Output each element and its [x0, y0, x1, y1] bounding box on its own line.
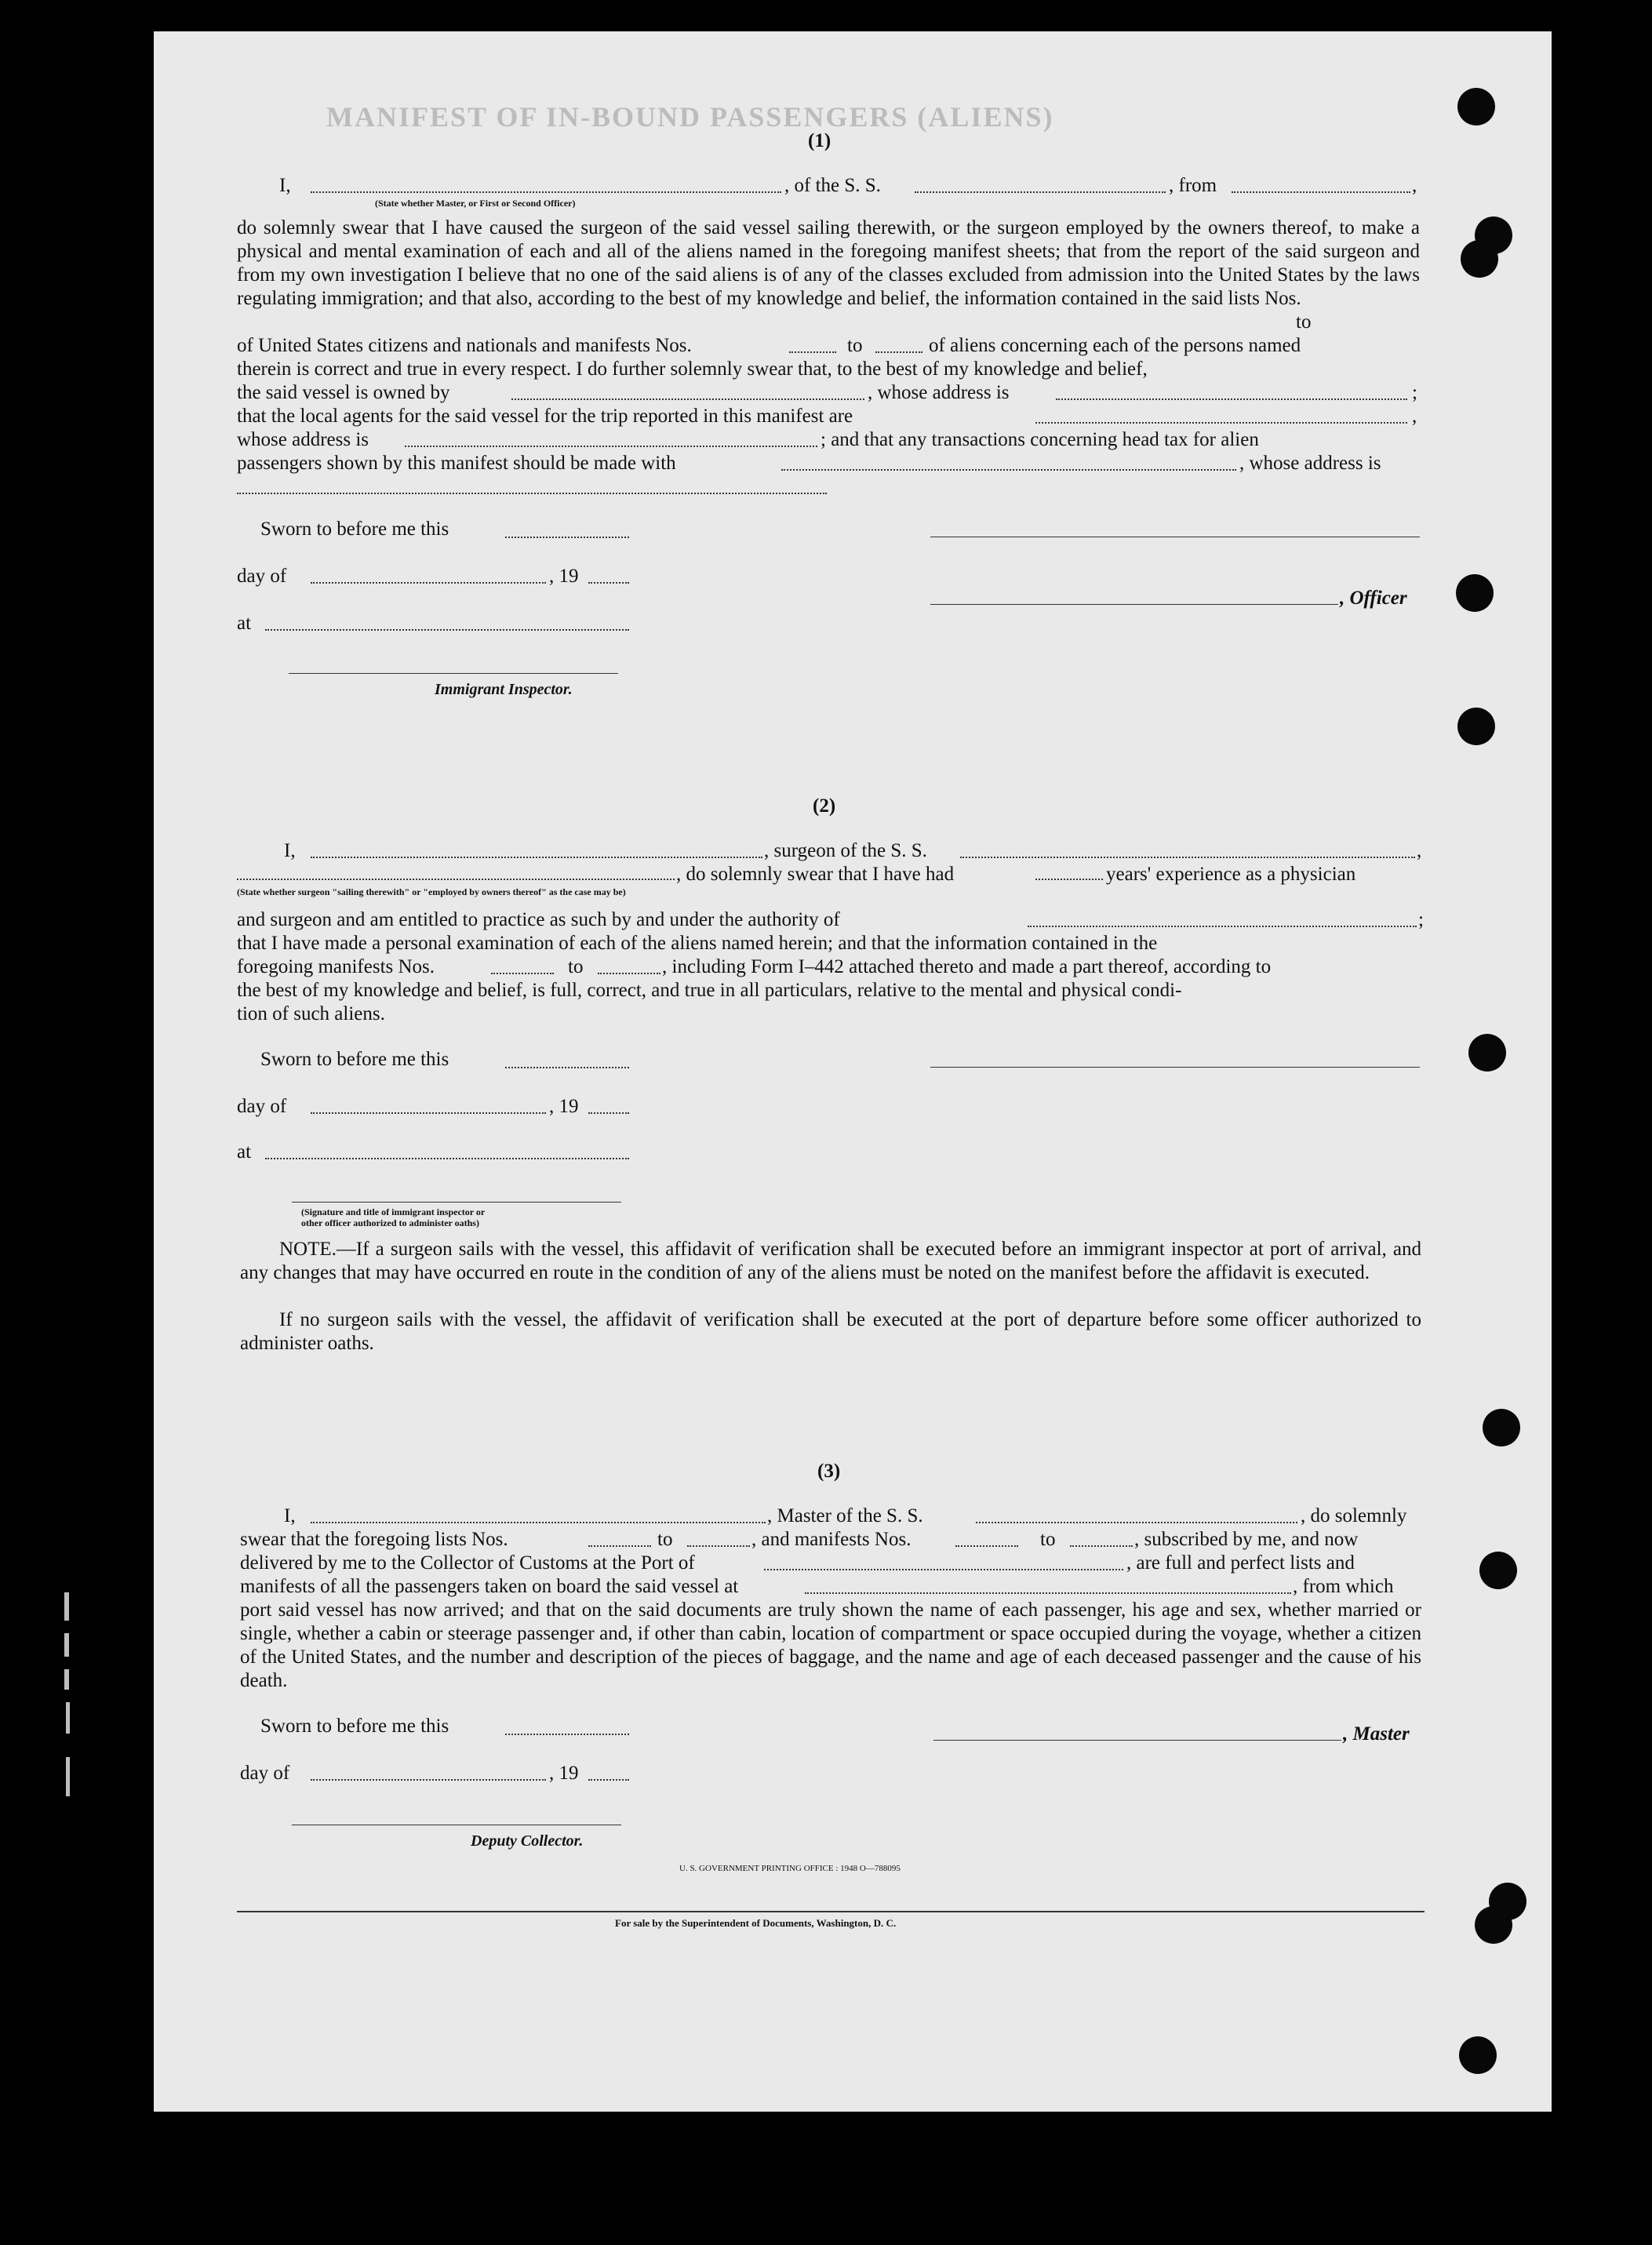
binder-hole — [1483, 1409, 1520, 1446]
s3-master: , Master — [1343, 1723, 1410, 1745]
s2-years-experience: years' experience as a physician — [1106, 864, 1356, 885]
s3-to2: to — [1040, 1529, 1056, 1550]
s3-day-of: day of — [240, 1763, 290, 1784]
for-sale-notice: For sale by the Superintendent of Documents, Washington, D. C. — [615, 1917, 897, 1929]
s1-caption: (State whether Master, or First or Second Officer) — [375, 198, 576, 209]
s1-passengers-label: passengers shown by this manifest should be made with — [237, 453, 676, 474]
binder-hole — [1461, 240, 1498, 278]
s3-year: , 19 — [549, 1763, 579, 1784]
s2-comma: , — [1417, 840, 1422, 861]
s1-line1: I, — [279, 175, 291, 196]
s1-from-label: , from — [1169, 175, 1217, 196]
s3-manifests-nos: , and manifests Nos. — [751, 1529, 912, 1550]
s3-delivered: delivered by me to the Collector of Customs at the Port of — [240, 1552, 695, 1574]
s1-at: at — [237, 613, 252, 634]
bleed-through-header: MANIFEST OF IN-BOUND PASSENGERS (ALIENS) — [326, 101, 1054, 133]
s1-agents-label: that the local agents for the said vessel for the trip reported in this manifest are — [237, 406, 853, 427]
s3-deputy-collector: Deputy Collector. — [471, 1832, 584, 1850]
s3-full-perfect: , are full and perfect lists and — [1126, 1552, 1355, 1574]
s2-caption: (State whether surgeon "sailing therewith" or "employed by owners thereof" as the case may be) — [237, 886, 626, 897]
s2-best-knowledge: the best of my knowledge and belief, is full, correct, and true in all particulars, relative to the mental and physical condi- — [237, 980, 1182, 1001]
s1-head-tax: ; and that any transactions concerning head tax for alien — [821, 429, 1259, 450]
s3-swear-lists: swear that the foregoing lists Nos. — [240, 1529, 508, 1550]
section-2-number: (2) — [813, 795, 836, 817]
scan-edge-mark — [64, 1633, 69, 1657]
section-1-number: (1) — [808, 130, 831, 151]
form-page — [154, 31, 1552, 2112]
s1-comma: , — [1412, 406, 1417, 427]
s2-surgeon-of: , surgeon of the S. S. — [764, 840, 927, 861]
s2-day-of: day of — [237, 1096, 287, 1117]
s3-subscribed: , subscribed by me, and now — [1134, 1529, 1359, 1550]
s1-end-comma: , — [1412, 175, 1417, 196]
s3-do-solemnly: , do solemnly — [1301, 1505, 1407, 1526]
s1-agent-address-label: whose address is — [237, 429, 369, 450]
printing-office: U. S. GOVERNMENT PRINTING OFFICE : 1948 O—788095 — [679, 1864, 901, 1873]
binder-hole — [1457, 88, 1495, 126]
binder-hole — [1479, 1552, 1517, 1589]
binder-hole — [1475, 1906, 1512, 1944]
s1-to1: to — [1296, 311, 1312, 333]
s1-day-of: day of — [237, 566, 287, 587]
s1-to2: to — [847, 335, 863, 356]
scan-edge-mark — [64, 1669, 69, 1690]
s1-address-is: , whose address is — [1239, 453, 1381, 474]
s2-sworn: Sworn to before me this — [260, 1049, 449, 1070]
s1-body: do solemnly swear that I have caused the surgeon of the said vessel sailing therewith, or the surgeon employed by the owners thereof, to make a physical and mental examination of each and all of the aliens named in the foregoing manifest sheets; that from the report of the said surgeon and from my own investigation I believe that no one of the said aliens is of any of the classes excluded from admission into the United States by the laws regulating immigration; and that also, according to the best of my knowledge and belief, the information contained in the said lists Nos. — [237, 217, 1420, 309]
s3-body: port said vessel has now arrived; and that on the said documents are truly shown the name of each passenger, his age and sex, whether married or single, whether a cabin or steerage passenger and, if other than cabin, location of compartment or space occupied during the voyage, whether a citizen of the United States, and the number and description of the pieces of baggage, and the name and age of each deceased passenger and the cause of his death. — [240, 1599, 1421, 1691]
s2-examination: that I have made a personal examination of each of the aliens named herein; and that the information contained in the — [237, 933, 1158, 954]
section-3-number: (3) — [817, 1461, 841, 1482]
s2-sig-caption-2: other officer authorized to administer oaths) — [301, 1217, 479, 1228]
s1-aliens-concerning: of aliens concerning each of the persons named — [929, 335, 1301, 356]
s1-line-therein: therein is correct and true in every respect. I do further solemnly swear that, to the best of my knowledge and belief, — [237, 358, 1148, 380]
s3-master-of: , Master of the S. S. — [767, 1505, 923, 1526]
s2-year: , 19 — [549, 1096, 579, 1117]
s3-to1: to — [657, 1529, 673, 1550]
s2-at: at — [237, 1141, 252, 1163]
scan-edge-mark — [66, 1702, 70, 1734]
s2-tion: tion of such aliens. — [237, 1003, 385, 1024]
s1-semicolon: ; — [1412, 382, 1417, 403]
s2-sig-caption-1: (Signature and title of immigrant inspector or — [301, 1206, 486, 1217]
s1-sworn: Sworn to before me this — [260, 518, 449, 540]
s2-i: I, — [284, 840, 296, 861]
s2-solemnly: , do solemnly swear that I have had — [676, 864, 955, 885]
s1-immigrant-inspector: Immigrant Inspector. — [435, 681, 573, 698]
s1-owner-address-label: , whose address is — [868, 382, 1010, 403]
s1-line-lists: of United States citizens and nationals and manifests Nos. — [237, 335, 692, 356]
s3-from-which: , from which — [1293, 1576, 1394, 1597]
s3-taken-on-board: manifests of all the passengers taken on board the said vessel at — [240, 1576, 739, 1597]
binder-hole — [1456, 574, 1494, 612]
s2-practice: and surgeon and am entitled to practice as such by and under the authority of — [237, 909, 840, 930]
s2-manifests-label: foregoing manifests Nos. — [237, 956, 435, 977]
s3-sworn: Sworn to before me this — [260, 1716, 449, 1737]
binder-hole — [1468, 1034, 1506, 1072]
scan-edge-mark — [64, 1592, 69, 1621]
s1-owned-label: the said vessel is owned by — [237, 382, 450, 403]
s1-vessel-label: , of the S. S. — [784, 175, 881, 196]
s2-semicolon: ; — [1418, 909, 1424, 930]
s2-including-form: , including Form I–442 attached thereto and made a part thereof, according to — [662, 956, 1272, 977]
s1-officer: , Officer — [1340, 588, 1407, 609]
s3-i: I, — [284, 1505, 296, 1526]
s2-to: to — [568, 956, 584, 977]
s2-note-1: NOTE.—If a surgeon sails with the vessel, this affidavit of verification shall be executed before an immigrant inspector at port of arrival, and any changes that may have occurred en route in the condition of any of the aliens must be noted on the manifest before the affidavit is executed. — [240, 1239, 1421, 1283]
binder-hole — [1457, 708, 1495, 745]
s1-year: , 19 — [549, 566, 579, 587]
binder-hole — [1459, 2036, 1497, 2074]
scan-edge-mark — [66, 1757, 70, 1796]
s2-note-2: If no surgeon sails with the vessel, the affidavit of verification shall be executed at the port of departure before some officer authorized to administer oaths. — [240, 1309, 1421, 1354]
